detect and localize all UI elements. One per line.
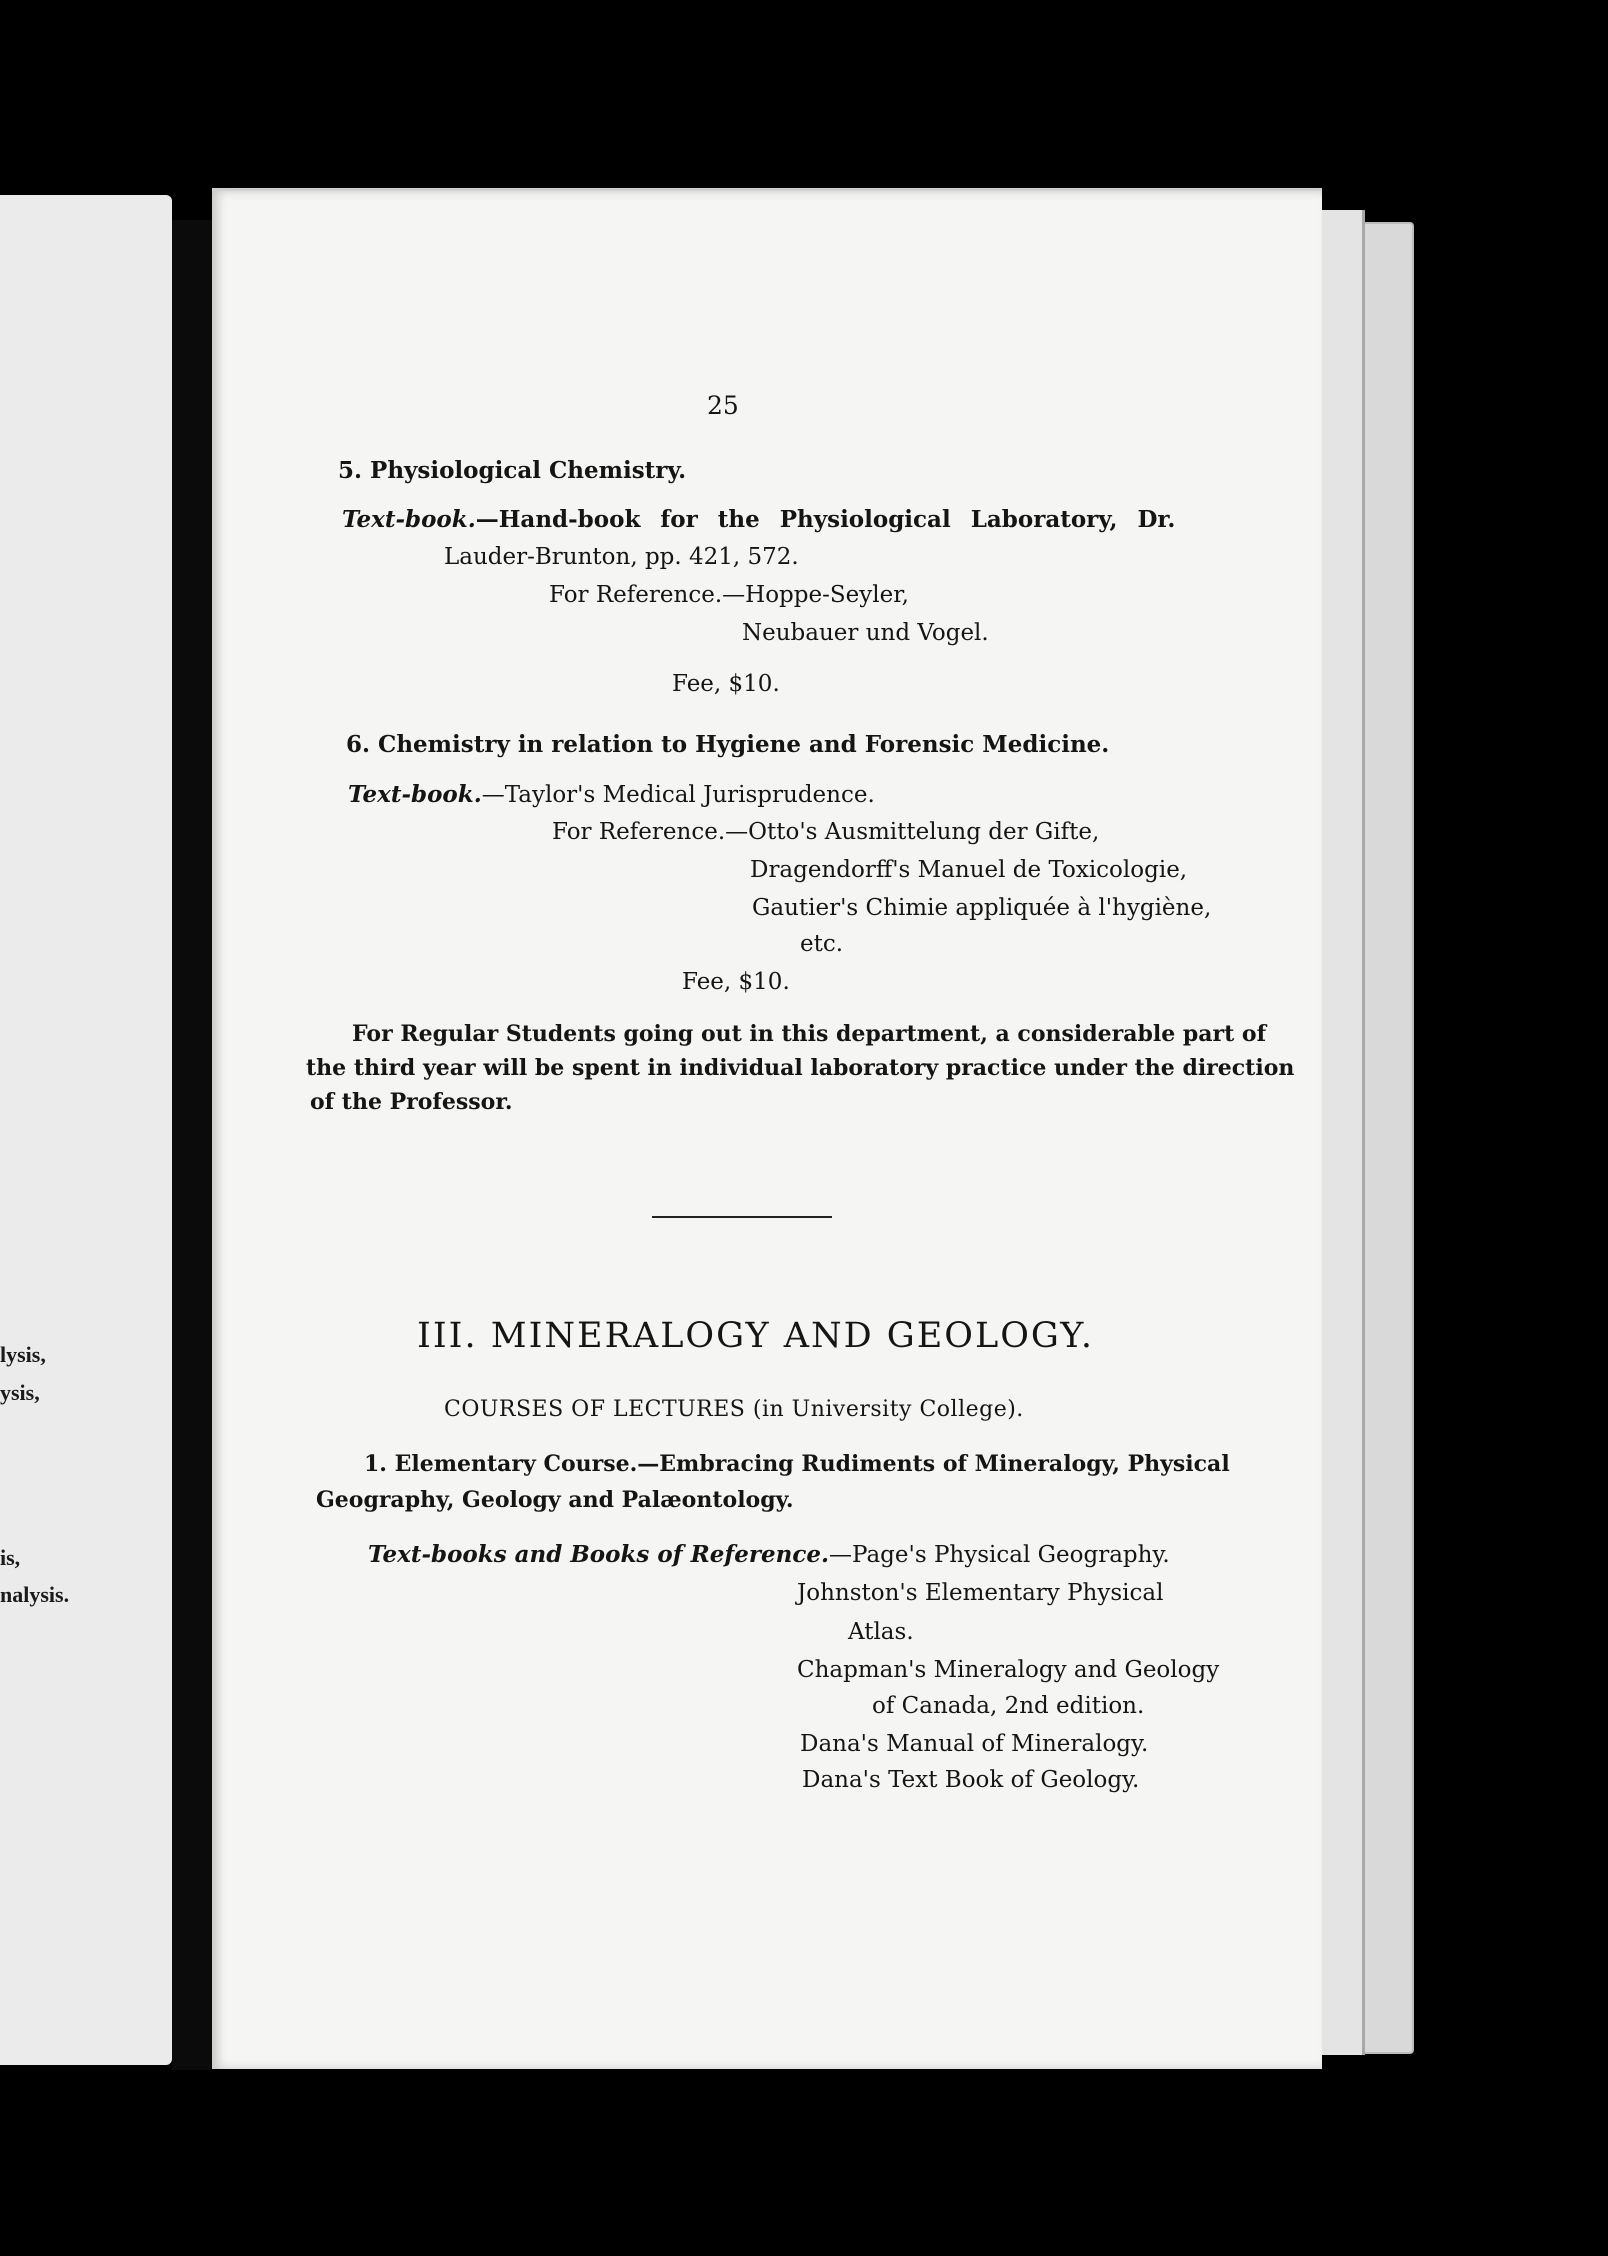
regular-students-line1: For Regular Students going out in this department, a considerable part of <box>352 1021 1267 1047</box>
page-number: 25 <box>707 391 739 420</box>
item5-reference-line2: Neubauer und Vogel. <box>742 620 989 646</box>
item6-reference <box>552 821 1099 844</box>
book-line: Dana's Manual of Mineralogy. <box>800 1731 1149 1757</box>
item5-textbook <box>342 508 1175 532</box>
book-line: Johnston's Elementary Physical <box>797 1580 1164 1606</box>
item6-reference-line4: etc. <box>800 931 844 957</box>
item6-textbook <box>348 783 875 807</box>
regular-students-line2: the third year will be spent in individual laboratory practice under the direction <box>306 1055 1295 1081</box>
reference-label: For Reference. <box>549 582 723 608</box>
left-page-fragment: nalysis. <box>0 1582 70 1607</box>
textbook-label: Text-book. <box>348 781 482 808</box>
textbook-label: Text-book. <box>342 506 476 533</box>
mineralogy-item1-line2: Geography, Geology and Palæontology. <box>316 1487 794 1513</box>
left-page-fragment: ysis, <box>0 1380 40 1405</box>
book-gutter <box>172 220 212 2070</box>
item5-fee: Fee, $10. <box>672 671 780 697</box>
textbook-line: —Hand-book for the Physiological Laboratory, Dr. <box>475 506 1176 533</box>
book-line: Dana's Text Book of Geology. <box>802 1767 1140 1793</box>
item5-textbook-line2: Lauder-Brunton, pp. 421, 572. <box>444 544 799 570</box>
item5-title: 5. Physiological Chemistry. <box>338 457 687 484</box>
reference-line: —Hoppe-Seyler, <box>722 582 909 608</box>
section-heading: III. MINERALOGY AND GEOLOGY. <box>417 1316 1094 1356</box>
item6-fee: Fee, $10. <box>682 969 790 995</box>
previous-page-edge <box>0 195 172 2065</box>
reference-label: For Reference. <box>552 819 726 845</box>
textbook-line: —Taylor's Medical Jurisprudence. <box>481 782 875 808</box>
books-label: Text-books and Books of Reference. <box>368 1541 830 1568</box>
left-page-fragment: lysis, <box>0 1342 46 1367</box>
book-line: —Page's Physical Geography. <box>829 1542 1170 1568</box>
mineralogy-books <box>368 1543 1170 1567</box>
item6-title: 6. Chemistry in relation to Hygiene and Forensic Medicine. <box>346 731 1110 758</box>
reference-line: —Otto's Ausmittelung der Gifte, <box>725 819 1100 845</box>
book-line: Chapman's Mineralogy and Geology <box>797 1657 1220 1683</box>
book-line: Atlas. <box>848 1619 914 1645</box>
item6-reference-line3: Gautier's Chimie appliquée à l'hygiène, <box>752 895 1212 921</box>
page-25 <box>212 188 1322 2069</box>
item5-reference <box>549 584 909 607</box>
section-subheading: COURSES OF LECTURES (in University College). <box>444 1397 1024 1422</box>
left-page-fragment: is, <box>0 1545 21 1570</box>
book-line: of Canada, 2nd edition. <box>872 1693 1145 1719</box>
item6-reference-line2: Dragendorff's Manuel de Toxicologie, <box>750 857 1188 883</box>
mineralogy-item1-line1: 1. Elementary Course.—Embracing Rudiments of Mineralogy, Physical <box>364 1451 1230 1477</box>
section-divider <box>652 1216 832 1218</box>
regular-students-line3: of the Professor. <box>310 1089 513 1115</box>
